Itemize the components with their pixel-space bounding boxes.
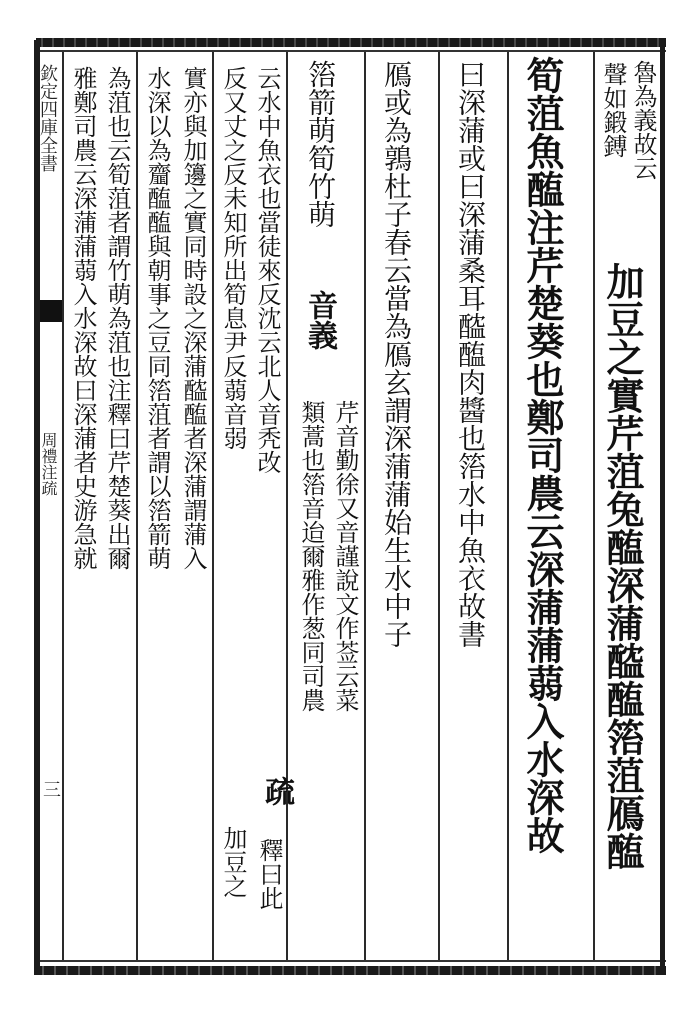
right-border-rule — [660, 40, 665, 975]
fish-tail-mark — [40, 300, 62, 340]
gutter-rule — [62, 52, 64, 960]
text-column-7-b: 水深以為齏醢醢與朝事之豆同箈菹者謂以箈箭萌 — [143, 66, 171, 570]
column-rule — [212, 52, 214, 960]
left-border-rule — [34, 40, 40, 975]
text-column-6-note-c: 反又丈之反未知所出筍息尹反蒻音弱 — [219, 66, 247, 450]
text-column-6-note-b: 釋曰此 — [255, 838, 283, 910]
page-number: 三 — [40, 780, 61, 798]
column-rule — [593, 52, 595, 960]
column-rule — [438, 52, 440, 960]
bottom-border-rule — [36, 966, 666, 975]
text-column-1-note-a: 魯為義故云 — [629, 60, 657, 180]
text-column-5-main: 箈箭萌筍竹萌 — [304, 60, 337, 228]
text-column-3: 曰深蒲或曰深蒲桑耳醓醢肉醬也箈水中魚衣故書 — [454, 60, 487, 648]
text-column-5-note-b: 類蒿也箈音迨爾雅作葱同司農 — [297, 400, 325, 712]
column-rule — [364, 52, 366, 960]
text-column-2: 筍菹魚醢注芹楚葵也鄭司農云深蒲蒲蒻入水深故 — [520, 56, 565, 854]
text-column-1-note-b: 聲如鍛鎛 — [599, 62, 627, 158]
bottom-inner-rule — [36, 960, 666, 962]
top-inner-rule — [36, 50, 666, 52]
yinyi-marker: 音義 — [302, 290, 337, 350]
column-rule — [286, 52, 288, 960]
column-rule — [136, 52, 138, 960]
chapter-title: 周禮注疏 — [39, 432, 58, 496]
text-column-4: 鴈或為鶉杜子春云當為鴈玄謂深蒲蒲始生水中子 — [380, 60, 413, 648]
text-column-1-main: 加豆之實芹菹兔醢深蒲醓醢箈菹鴈醢 — [600, 262, 645, 870]
text-column-6-note-d: 加豆之 — [219, 826, 247, 898]
text-column-7-a: 實亦與加籩之實同時設之深蒲醓醢者深蒲謂蒲入 — [179, 66, 207, 570]
shu-marker: 疏 — [259, 776, 294, 806]
top-border-rule — [36, 38, 666, 47]
column-rule — [507, 52, 509, 960]
text-column-8-a: 為菹也云筍菹者謂竹萌為菹也注釋曰芹楚葵出爾 — [103, 66, 131, 570]
text-column-6-note-a: 云水中魚衣也當徒來反沈云北人音秃改 — [253, 66, 281, 474]
text-column-8-b: 雅鄭司農云深蒲蒲蒻入水深故曰深蒲者史游急就 — [69, 66, 97, 570]
text-column-5-note-a: 芹音勤徐又音謹說文作莶云菜 — [331, 400, 359, 712]
book-title: 欽定四庫全書 — [37, 64, 58, 172]
